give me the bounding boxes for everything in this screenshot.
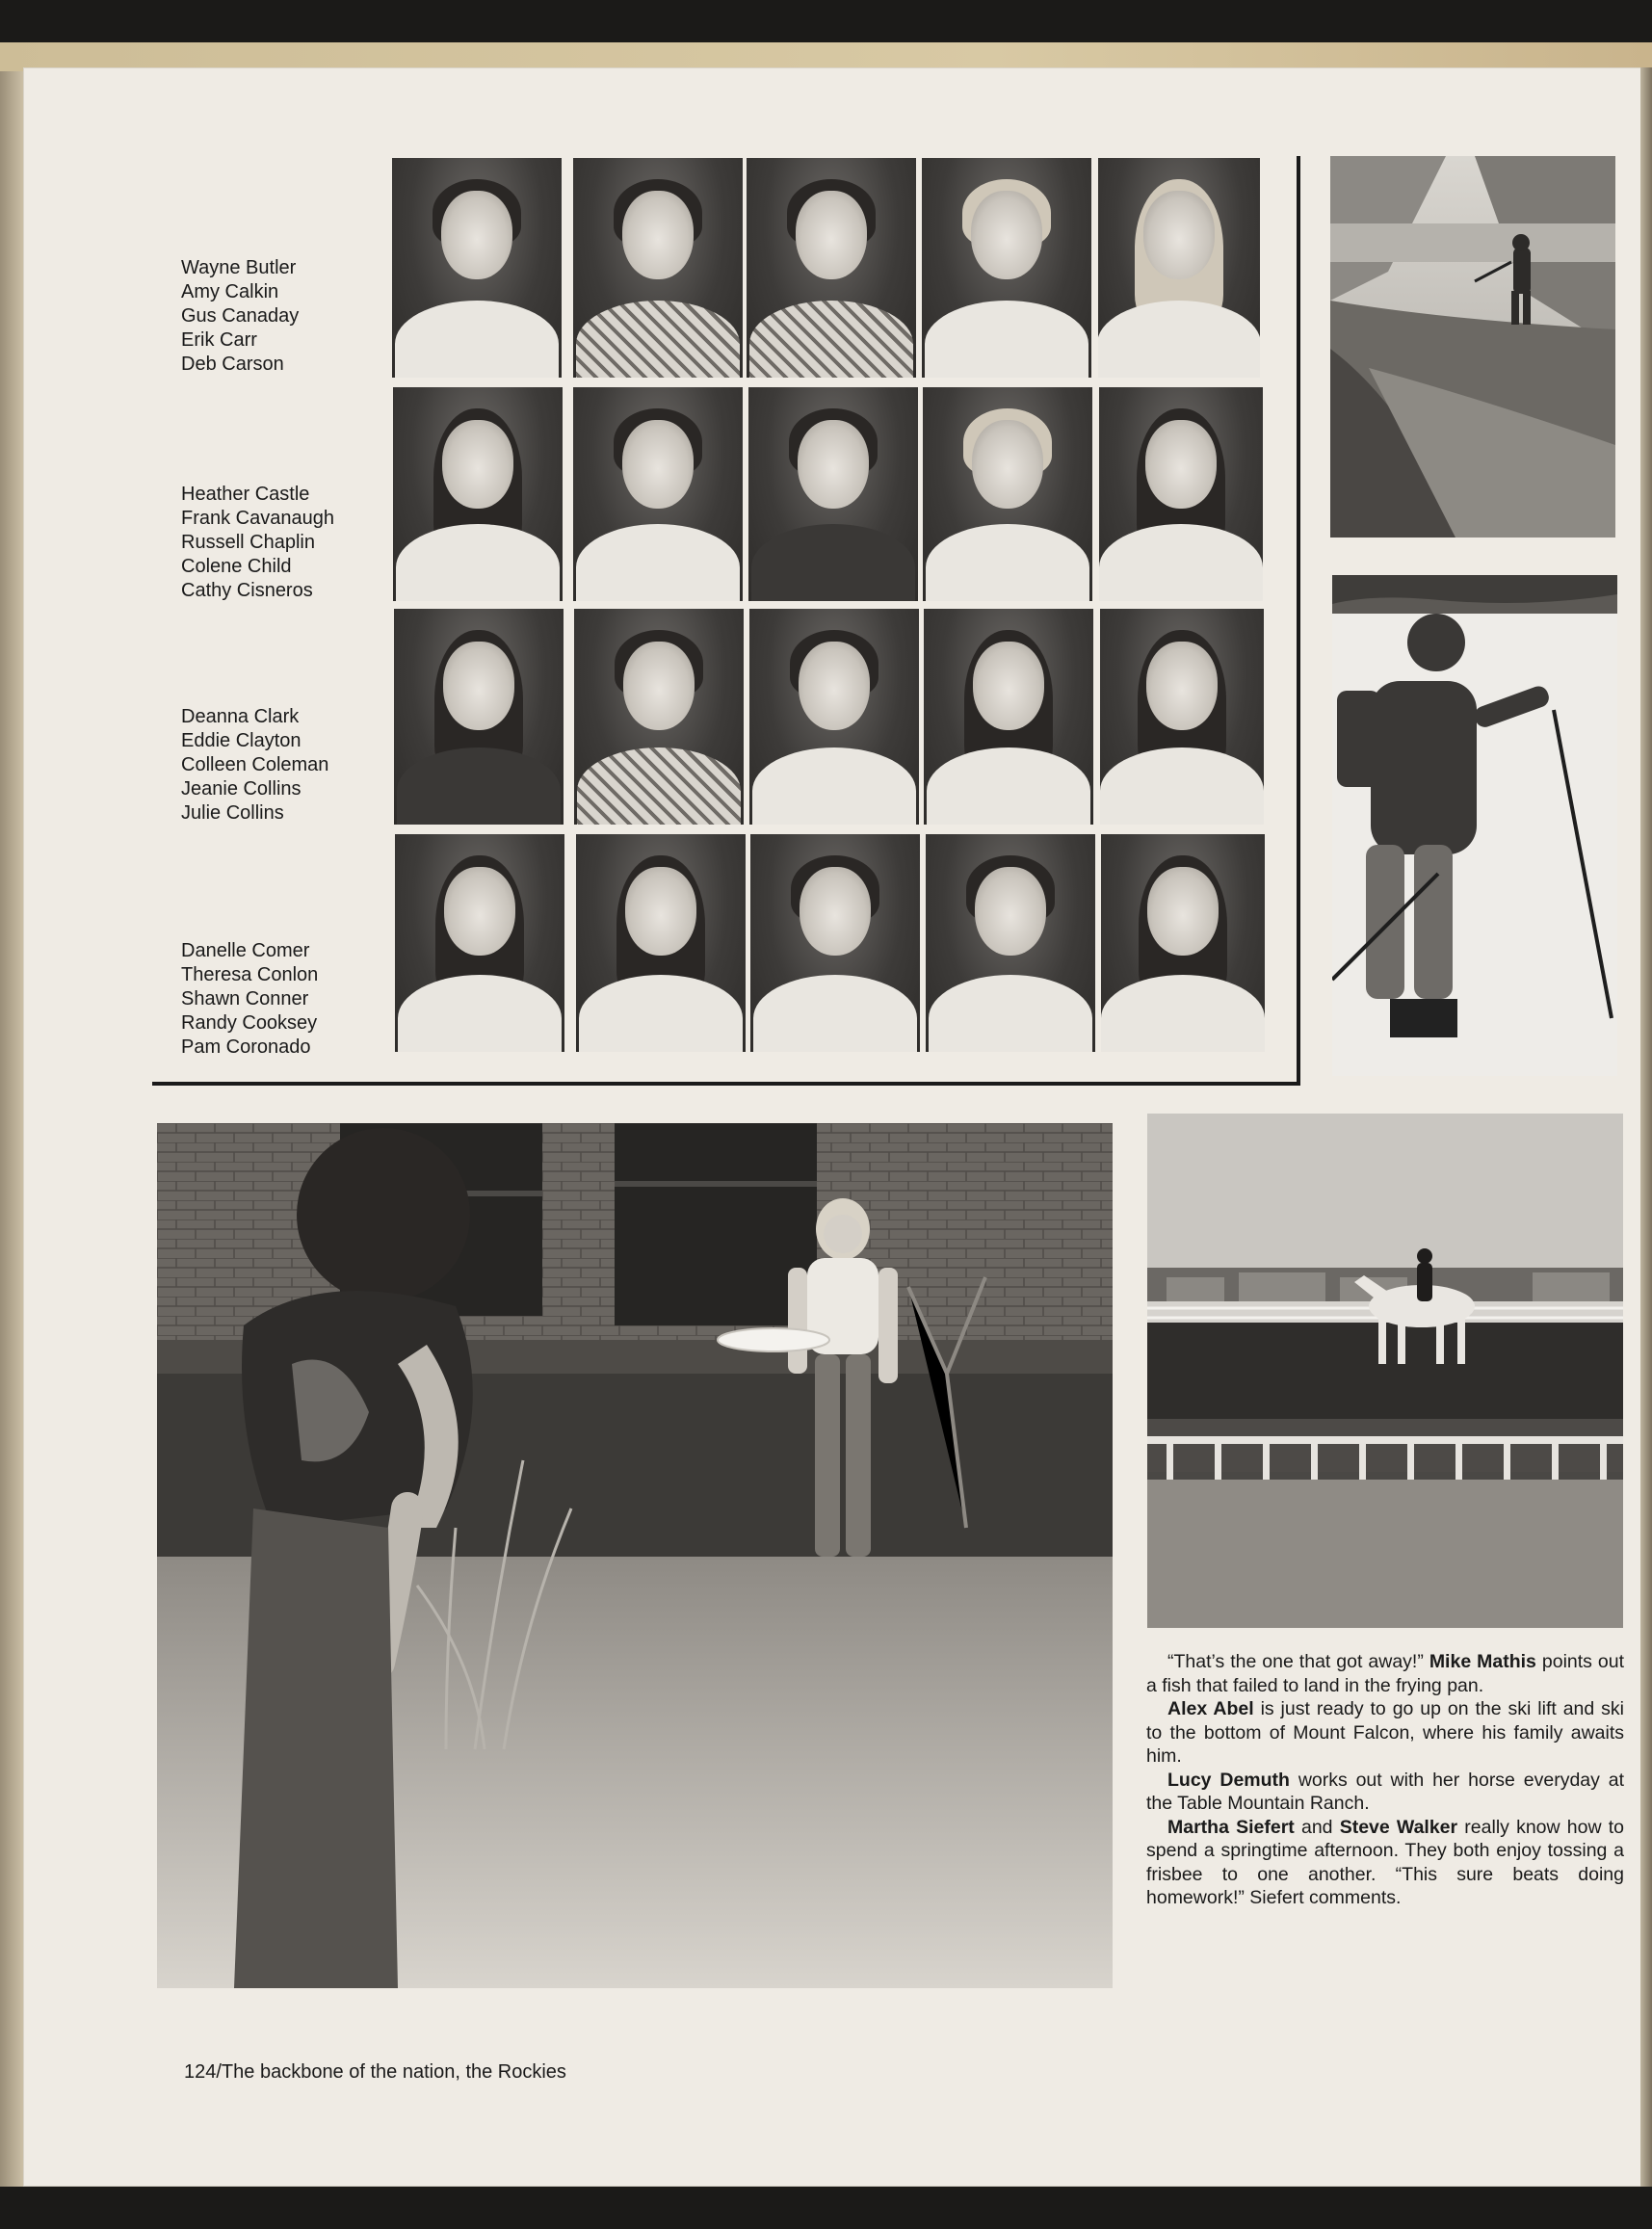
student-name: Shawn Conner bbox=[181, 988, 309, 1010]
student-portrait bbox=[574, 609, 744, 825]
face bbox=[1147, 867, 1219, 956]
shirt bbox=[396, 524, 560, 601]
student-name: Amy Calkin bbox=[181, 281, 279, 302]
student-name: Eddie Clayton bbox=[181, 730, 302, 751]
caption-skiing: Alex Abel is just ready to go up on the ski lift and ski to the bottom of Mount Falcon, where his family awaits him. bbox=[1146, 1698, 1624, 1767]
student-portrait bbox=[924, 609, 1093, 825]
fishing-scene bbox=[1330, 156, 1615, 538]
student-name: Theresa Conlon bbox=[181, 964, 319, 985]
student-name: Russell Chaplin bbox=[181, 532, 315, 553]
student-name: Julie Collins bbox=[181, 802, 284, 824]
student-name: Colene Child bbox=[181, 556, 292, 577]
student-portrait bbox=[749, 609, 919, 825]
shirt bbox=[397, 747, 561, 825]
shirt bbox=[751, 524, 915, 601]
student-name: Pam Coronado bbox=[181, 1036, 311, 1058]
shirt bbox=[1098, 301, 1260, 378]
scan-border bbox=[0, 2187, 1652, 2229]
shirt bbox=[753, 975, 917, 1052]
face bbox=[622, 420, 694, 509]
horse-scene bbox=[1147, 1114, 1623, 1628]
student-portrait bbox=[393, 387, 563, 601]
face bbox=[971, 191, 1042, 279]
shirt bbox=[926, 524, 1089, 601]
shirt bbox=[576, 301, 740, 378]
student-name: Erik Carr bbox=[181, 329, 257, 351]
student-name: Deb Carson bbox=[181, 354, 284, 375]
student-name: Randy Cooksey bbox=[181, 1012, 318, 1034]
student-portrait bbox=[750, 834, 920, 1052]
face bbox=[622, 191, 694, 279]
student-portrait bbox=[573, 158, 743, 378]
student-name: Frank Cavanaugh bbox=[181, 508, 334, 529]
name-list-row-2 bbox=[181, 483, 334, 603]
shirt bbox=[927, 747, 1090, 825]
shirt bbox=[749, 301, 913, 378]
frisbee-photo bbox=[157, 1123, 1113, 1988]
shirt bbox=[1101, 975, 1265, 1052]
horse-photo bbox=[1147, 1114, 1623, 1628]
student-portrait bbox=[922, 158, 1091, 378]
face bbox=[625, 867, 696, 956]
student-portrait bbox=[747, 158, 916, 378]
shirt bbox=[752, 747, 916, 825]
page-footer: 124/The backbone of the nation, the Rockies bbox=[184, 2061, 566, 2083]
student-portrait bbox=[748, 387, 918, 601]
shirt bbox=[1099, 524, 1263, 601]
ski-photo bbox=[1332, 575, 1617, 1076]
face bbox=[1145, 420, 1217, 509]
student-name: Danelle Comer bbox=[181, 940, 310, 961]
face bbox=[800, 867, 871, 956]
shirt bbox=[925, 301, 1088, 378]
student-portrait bbox=[1099, 387, 1263, 601]
student-portrait bbox=[923, 387, 1092, 601]
student-portrait bbox=[926, 834, 1095, 1052]
book-spine bbox=[0, 67, 23, 2187]
student-portrait bbox=[1101, 834, 1265, 1052]
student-portrait bbox=[392, 158, 562, 378]
face bbox=[973, 642, 1044, 730]
shirt bbox=[398, 975, 562, 1052]
shirt bbox=[929, 975, 1092, 1052]
student-portrait bbox=[1100, 609, 1264, 825]
student-name: Jeanie Collins bbox=[181, 778, 302, 800]
photo-captions bbox=[1146, 1650, 1624, 1910]
face bbox=[796, 191, 867, 279]
shirt bbox=[1100, 747, 1264, 825]
face bbox=[1146, 642, 1218, 730]
face bbox=[798, 420, 869, 509]
grid-border-bottom bbox=[152, 1082, 1300, 1086]
student-name: Deanna Clark bbox=[181, 706, 300, 727]
frisbee-scene bbox=[157, 1123, 1113, 1988]
face bbox=[972, 420, 1043, 509]
caption-frisbee: Martha Siefert and Steve Walker really know how to spend a springtime afternoon. They both enjoy tossing a frisbee to one another. “This sure beats doing homework!” Siefert comments. bbox=[1146, 1816, 1624, 1908]
page-edge bbox=[1640, 67, 1652, 2187]
student-name: Colleen Coleman bbox=[181, 754, 329, 775]
caption-horse: Lucy Demuth works out with her horse everyday at the Table Mountain Ranch. bbox=[1146, 1769, 1624, 1814]
face bbox=[799, 642, 870, 730]
shirt bbox=[576, 524, 740, 601]
student-name: Cathy Cisneros bbox=[181, 580, 313, 601]
face bbox=[623, 642, 695, 730]
name-list-row-1 bbox=[181, 256, 299, 377]
face bbox=[443, 642, 514, 730]
face bbox=[442, 420, 513, 509]
student-name: Wayne Butler bbox=[181, 257, 297, 278]
student-portrait bbox=[1098, 158, 1260, 378]
student-name: Gus Canaday bbox=[181, 305, 300, 327]
face bbox=[441, 191, 512, 279]
face bbox=[444, 867, 515, 956]
fishing-photo bbox=[1330, 156, 1615, 538]
face bbox=[975, 867, 1046, 956]
grid-border-right bbox=[1297, 156, 1300, 1083]
student-portrait bbox=[395, 834, 564, 1052]
student-portrait bbox=[573, 387, 743, 601]
shirt bbox=[577, 747, 741, 825]
name-list-row-4 bbox=[181, 939, 318, 1060]
student-name: Heather Castle bbox=[181, 484, 310, 505]
shirt bbox=[579, 975, 743, 1052]
face bbox=[1143, 191, 1215, 279]
ski-scene bbox=[1332, 575, 1617, 1076]
student-portrait bbox=[576, 834, 746, 1052]
caption-fishing: “That’s the one that got away!” Mike Mathis points out a fish that failed to land in the frying pan. bbox=[1146, 1651, 1625, 1696]
shirt bbox=[395, 301, 559, 378]
student-portrait bbox=[394, 609, 564, 825]
name-list-row-3 bbox=[181, 705, 328, 826]
